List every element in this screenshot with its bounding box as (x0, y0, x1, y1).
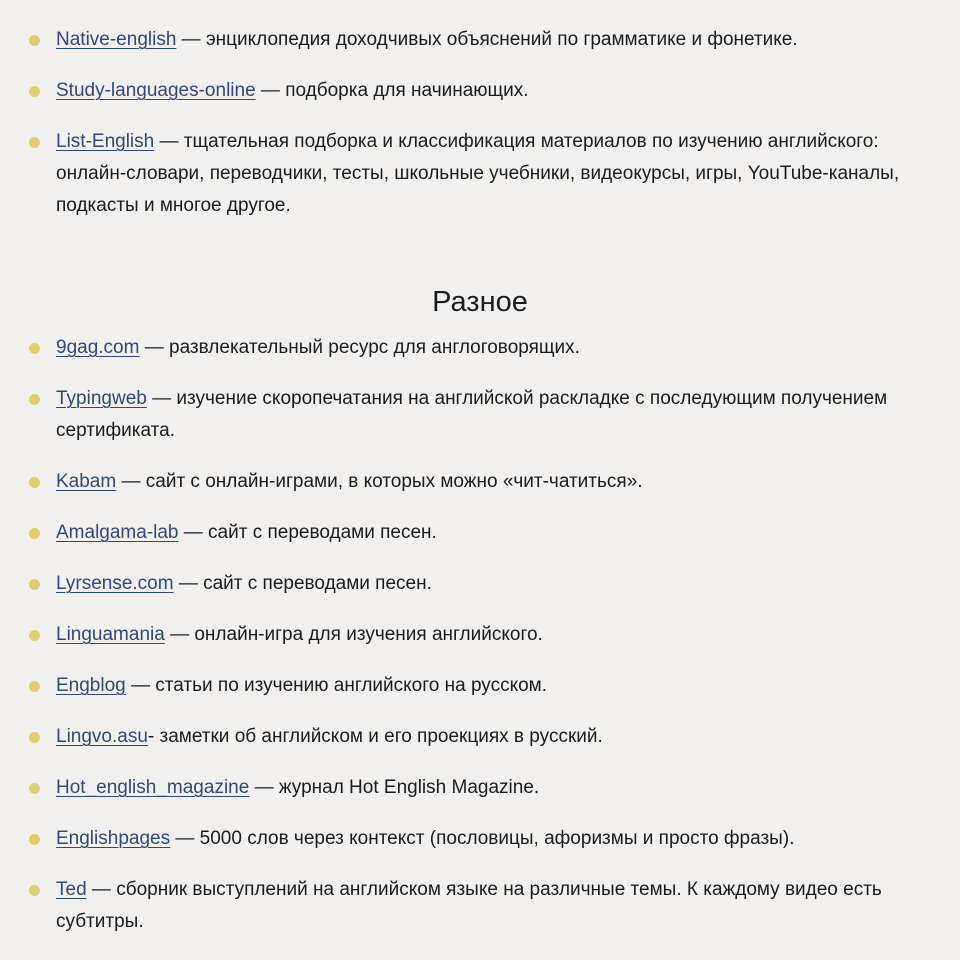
misc-resource-list (0, 332, 960, 938)
item-description: — сайт с переводами песен. (178, 522, 437, 543)
link-typingweb[interactable]: Typingweb (56, 388, 147, 409)
link-lingvo-asu[interactable]: Lingvo.asu (56, 726, 148, 747)
bullet-icon (29, 35, 40, 46)
link-ted[interactable]: Ted (56, 879, 87, 900)
item-description: — онлайн-игра для изучения английского. (164, 624, 543, 645)
bullet-icon (29, 394, 40, 405)
list-item (0, 24, 960, 56)
link-kabam[interactable]: Kabam (56, 471, 117, 492)
link-9gag[interactable]: 9gag.com (56, 337, 140, 358)
section-heading: Разное (432, 286, 528, 318)
item-description: — энциклопедия доходчивых объяснений по грамматике и фонетике. (176, 29, 798, 50)
bullet-icon (29, 732, 40, 743)
list-item (0, 75, 960, 107)
list-item (0, 466, 960, 498)
bullet-icon (29, 137, 40, 148)
item-description: — тщательная подборка и классификация материалов по изучению английского: онлайн-словари, переводчики, тесты, школьные учебники, видеокурсы, игры, YouTube-каналы, подкасты и многое другое. (56, 131, 900, 216)
item-description: — подборка для начинающих. (255, 80, 529, 101)
bullet-icon (29, 343, 40, 354)
link-native-english[interactable]: Native-english (56, 29, 177, 50)
item-description: — журнал Hot English Magazine. (249, 777, 540, 798)
item-description: - заметки об английском и его проекциях в русский. (147, 726, 603, 747)
link-study-languages-online[interactable]: Study-languages-online (56, 80, 256, 101)
link-linguamania[interactable]: Linguamania (56, 624, 165, 645)
item-description: — сайт с переводами песен. (173, 573, 432, 594)
item-description: — изучение скоропечатания на английской раскладке с последующим получением сертификата. (56, 388, 888, 441)
item-description: — статьи по изучению английского на русском. (125, 675, 548, 696)
list-item (0, 568, 960, 600)
bullet-icon (29, 86, 40, 97)
item-description: — 5000 слов через контекст (пословицы, афоризмы и просто фразы). (170, 828, 795, 849)
list-item (0, 383, 960, 447)
link-list-english[interactable]: List-English (56, 131, 155, 152)
link-engblog[interactable]: Engblog (56, 675, 126, 696)
link-amalgama-lab[interactable]: Amalgama-lab (56, 522, 179, 543)
item-description: — сайт с онлайн-играми, в которых можно «чит-чатиться». (116, 471, 643, 492)
bullet-icon (29, 579, 40, 590)
item-description: — сборник выступлений на английском языке на различные темы. К каждому видео есть субтитры. (56, 879, 882, 932)
top-resource-list (0, 24, 960, 222)
link-hot-english-magazine[interactable]: Hot_english_magazine (56, 777, 250, 798)
bullet-icon (29, 834, 40, 845)
bullet-icon (29, 681, 40, 692)
bullet-icon (29, 885, 40, 896)
item-description: — развлекательный ресурс для англоговорящих. (139, 337, 580, 358)
bullet-icon (29, 477, 40, 488)
bullet-icon (29, 528, 40, 539)
link-lyrsense[interactable]: Lyrsense.com (56, 573, 174, 594)
list-item (0, 517, 960, 549)
list-item (0, 619, 960, 651)
link-englishpages[interactable]: Englishpages (56, 828, 171, 849)
list-item (0, 823, 960, 855)
list-item (0, 721, 960, 753)
list-item (0, 332, 960, 364)
bullet-icon (29, 630, 40, 641)
bullet-icon (29, 783, 40, 794)
list-item (0, 874, 960, 938)
list-item (0, 772, 960, 804)
list-item (0, 670, 960, 702)
list-item (0, 126, 960, 222)
